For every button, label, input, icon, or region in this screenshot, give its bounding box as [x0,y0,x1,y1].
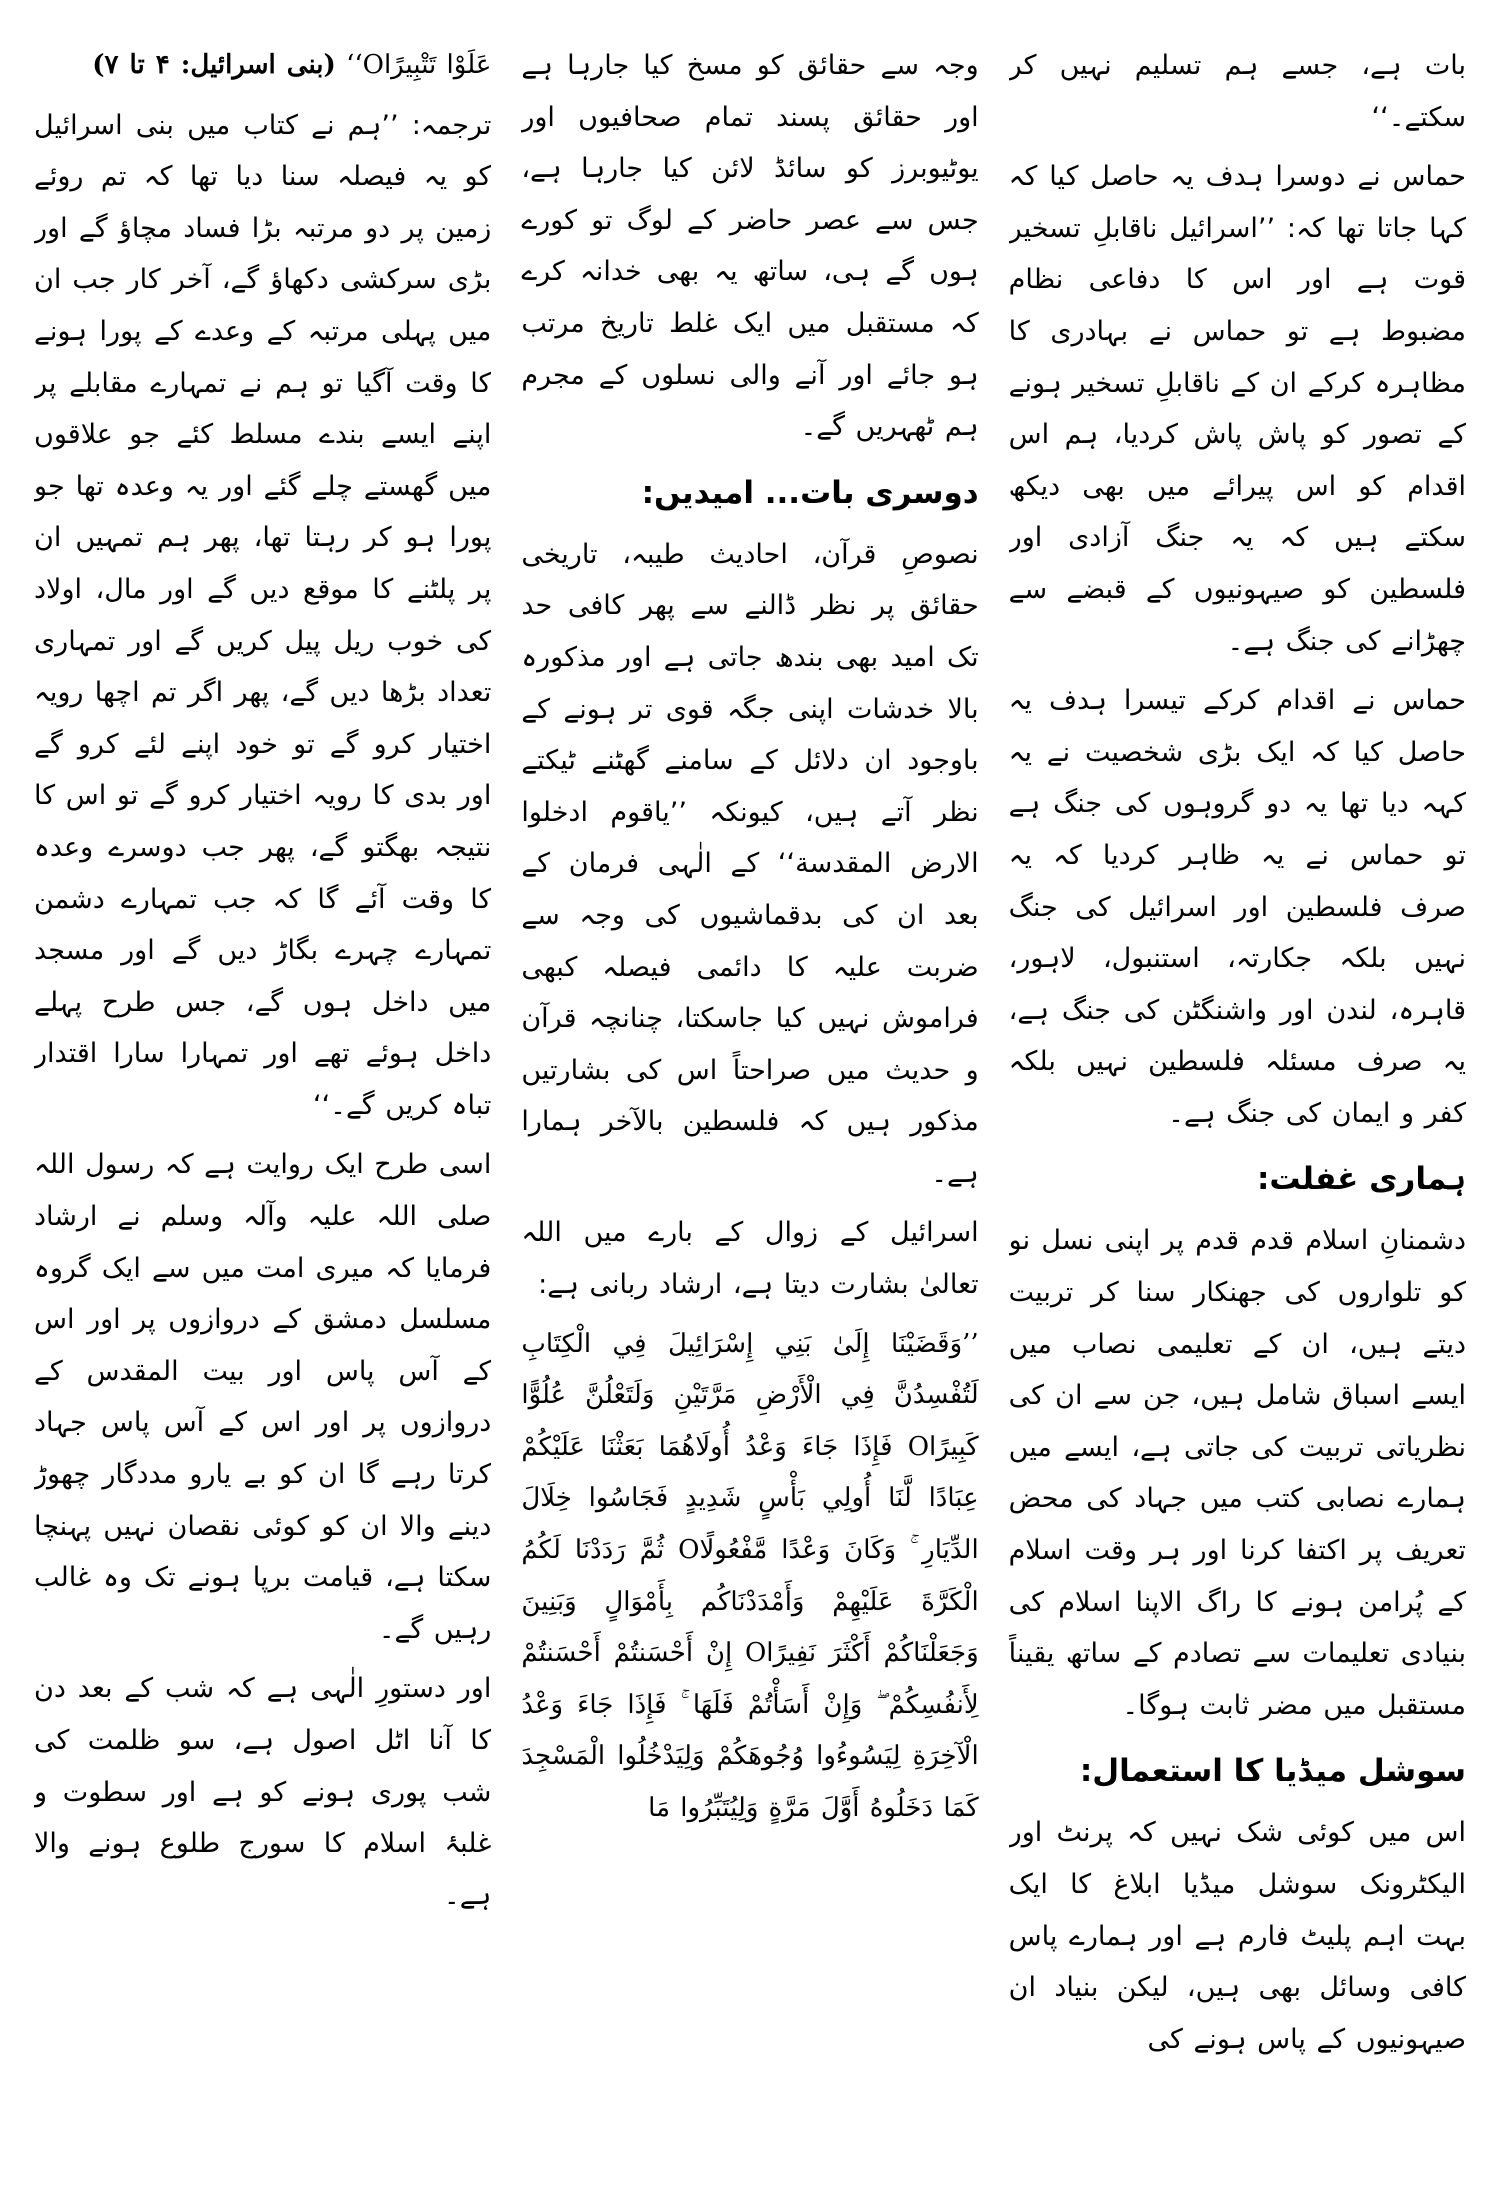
block-text: اسرائیل کے زوال کے بارے میں اللہ تعالیٰ بشارت دیتا ہے، ارشاد ربانی ہے: [521,1217,979,1301]
section-heading [1009,1153,1466,1205]
section-heading [1009,1745,1466,1797]
block-text: اس میں کوئی شک نہیں کہ پرنٹ اور الیکٹرونک سوشل میڈیا ابلاغ کا ایک بہت اہم پلیٹ فارم ہے اور ہمارے پاس کافی وسائل بھی ہیں، لیکن بنیاد ان صیہونیوں کے پاس ہونے کی [1008,1817,1466,2055]
block-text: دشمنانِ اسلام قدم قدم پر اپنی نسل نو کو تلواروں کی جھنکار سنا کر تربیت دیتے ہیں، ان کے تعلیمی نصاب میں ایسے اسباق شامل ہیں، جن سے ان کی نظریاتی تربیت کی جاتی ہے، ایسے میں ہمارے نصابی کتب میں جہاد کی محض تعریف پر اکتفا کرنا اور ہر وقت اسلام کے پُرامن ہونے کا راگ الاپنا اسلام کی بنیادی تعلیمات سے تصادم کے ساتھ یقیناً مستقبل میں مضر ثابت ہوگا۔ [1008,1225,1466,1721]
verse-reference: (بنی اسرائیل: ۴ تا ۷) [92,50,336,80]
block-text: ہماری غفلت: [1257,1161,1466,1198]
block-text: ’’وَقَضَيْنَا إِلَىٰ بَنِي إِسْرَائِيلَ فِي الْكِتَابِ لَتُفْسِدُنَّ فِي الْأَرْضِ مَرَّتَيْنِ وَلَتَعْلُنَّ عُلُوًّا كَبِيرًاO فَإِذَا جَاءَ وَعْدُ أُولَاهُمَا بَعَثْنَا عَلَيْكُمْ عِبَادًا لَّنَا أُولِي بَأْسٍ شَدِيدٍ فَجَاسُوا خِلَالَ الدِّيَارِ ۚ وَكَانَ وَعْدًا مَّفْعُولًاO ثُمَّ رَدَدْنَا لَكُمُ الْكَرَّةَ عَلَيْهِمْ وَأَمْدَدْنَاكُم بِأَمْوَالٍ وَبَنِينَ وَجَعَلْنَاكُمْ أَكْثَرَ نَفِيرًاO إِنْ أَحْسَنتُمْ أَحْسَنتُمْ لِأَنفُسِكُمْ ۖ وَإِنْ أَسَأْتُمْ فَلَهَا ۚ فَإِذَا جَاءَ وَعْدُ الْآخِرَةِ لِيَسُوءُوا وُجُوهَكُمْ وَلِيَدْخُلُوا الْمَسْجِدَ كَمَا دَخَلُوهُ أَوَّلَ مَرَّةٍ وَلِيُتَبِّرُوا مَا [521,1328,979,1823]
block-text: حماس نے اقدام کرکے تیسرا ہدف یہ حاصل کیا کہ ایک بڑی شخصیت نے یہ کہہ دیا تھا یہ دو گروہوں کی جنگ ہے تو حماس نے یہ ظاہر کردیا کہ یہ صرف فلسطین اور اسرائیل کی جنگ نہیں بلکہ جکارتہ، استنبول، لاہور، قاہرہ، لندن اور واشنگٹن کی جنگ ہے، یہ صرف مسئلہ فلسطین نہیں بلکہ کفر و ایمان کی جنگ ہے۔ [1008,685,1466,1129]
quran-quote [521,1319,978,1835]
section-heading [521,467,978,519]
paragraph [1009,151,1466,667]
paragraph [1009,1807,1466,2065]
text-column-left [34,40,491,2170]
block-text: اسی طرح ایک روایت ہے کہ رسول اللہ صلی اللہ علیہ وآلہ وسلم نے ارشاد فرمایا کہ میری امت میں سے ایک گروہ مسلسل دمشق کے دروازوں پر اور اس کے آس پاس اور بیت المقدس کے دروازوں پر اور اس کے آس پاس جہاد کرتا رہے گا ان کو بے یارو مددگار چھوڑ دینے والا ان کو کوئی نقصان نہیں پہنچا سکتا ہے، قیامت برپا ہونے تک وہ غالب رہیں گے۔ [34,1149,492,1645]
quran-quote [34,40,491,92]
block-text: عَلَوْا تَتْبِيرًاO‘‘ [346,50,492,80]
paragraph [34,100,491,1132]
paragraph [1009,40,1466,143]
paragraph [34,1663,491,1921]
text-column-middle [521,40,978,2170]
block-text: وجہ سے حقائق کو مسخ کیا جارہا ہے اور حقائق پسند تمام صحافیوں اور یوٹیوبرز کو سائڈ لائن کیا جارہا ہے، جس سے عصر حاضر کے لوگ تو کورے ہوں گے ہی، ساتھ یہ بھی خدانہ کرے کہ مستقبل میں ایک غلط تاریخ مرتب ہو جائے اور آنے والی نسلوں کے مجرم ہم ٹھہریں گے۔ [521,50,979,443]
block-text: بات ہے، جسے ہم تسلیم نہیں کر سکتے۔‘‘ [1008,50,1466,133]
block-text: ترجمہ: ’’ہم نے کتاب میں بنی اسرائیل کو یہ فیصلہ سنا دیا تھا کہ تم روئے زمین پر دو مرتبہ بڑا فساد مچاؤ گے اور بڑی سرکشی دکھاؤ گے، آخر کار جب ان میں پہلی مرتبہ کے وعدے کے پورا ہونے کا وقت آگیا تو ہم نے تمہارے مقابلے پر اپنے ایسے بندے مسلط کئے جو علاقوں میں گھستے چلے گئے اور یہ وعدہ تھا جو پورا ہو کر رہتا تھا، پھر ہم تمہیں ان پر پلٹنے کا موقع دیں گے اور مال، اولاد کی خوب ریل پیل کریں گے اور تمہاری تعداد بڑھا دیں گے، پھر اگر تم اچھا رویہ اختیار کرو گے تو خود اپنے لئے کرو گے اور بدی کا رویہ اختیار کرو گے تو اس کا نتیجہ بھگتو گے، پھر جب دوسرے وعدہ کا وقت آئے گا کہ جب تمہارے دشمن تمہارے چہرے بگاڑ دیں گے اور مسجد میں داخل ہوں گے، جس طرح پہلے داخل ہوئے تھے اور تمہارا سارا اقتدار تباہ کریں گے۔‘‘ [34,109,492,1121]
block-text: نصوصِ قرآن، احادیث طیبہ، تاریخی حقائق پر نظر ڈالنے سے پھر کافی حد تک امید بھی بندھ جاتی ہے اور مذکورہ بالا خدشات اپنی جگہ قوی تر ہونے کے باوجود ان دلائل کے سامنے گھٹنے ٹیکتے نظر آتے ہیں، کیونکہ ’’یاقوم ادخلوا الارض المقدسة‘‘ کے الٰہی فرمان کے بعد ان کی بدقماشیوں کی وجہ سے ضربت علیہ کا دائمی فیصلہ کبھی فراموش نہیں کیا جاسکتا، چنانچہ قرآن و حدیث میں صراحتاً اس کی بشارتیں مذکور ہیں کہ فلسطین بالآخر ہمارا ہے۔ [521,538,979,1189]
block-text: اور دستورِ الٰہی ہے کہ شب کے بعد دن کا آنا اٹل اصول ہے، سو ظلمت کی شب پوری ہونے کو ہے اور سطوت و غلبۂ اسلام کا سورج طلوع ہونے والا ہے۔ [34,1673,492,1911]
block-text: سوشل میڈیا کا استعمال: [1079,1753,1466,1790]
text-column-right [1009,40,1466,2170]
paragraph [521,529,978,1200]
block-text: دوسری بات... امیدیں: [641,474,979,511]
paragraph [521,1207,978,1310]
paragraph [34,1139,491,1655]
block-text: حماس نے دوسرا ہدف یہ حاصل کیا کہ کہا جاتا تھا کہ: ’’اسرائیل ناقابلِ تسخیر قوت ہے اور اس کا دفاعی نظام مضبوط ہے تو حماس نے بہادری کا مظاہرہ کرکے ان کے ناقابلِ تسخیر ہونے کے تصور کو پاش پاش کردیا، ہم اس اقدام کو اس پیرائے میں بھی دیکھ سکتے ہیں کہ یہ جنگ آزادی اور فلسطین کو صیہونیوں کے قبضے سے چھڑانے کی جنگ ہے۔ [1008,161,1466,657]
paragraph [521,40,978,453]
paragraph [1009,675,1466,1139]
paragraph [1009,1215,1466,1731]
